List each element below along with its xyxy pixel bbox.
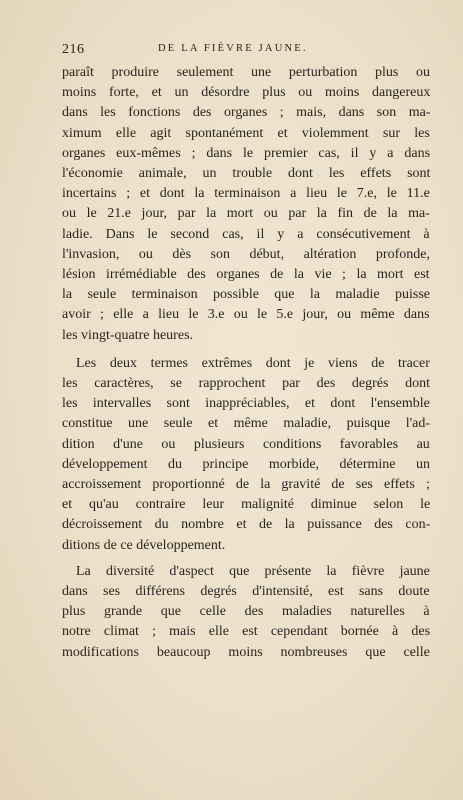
text-line: plus grande que celle des maladies naturelles à [62, 604, 430, 620]
text-line: incertains ; et dont la terminaison a lieu le 7.e, le 11.e [62, 186, 430, 202]
text-line: ximum elle agit spontanément et violemment sur les [62, 125, 430, 141]
text-line: dans ses différens degrés d'intensité, est sans doute [62, 584, 430, 600]
paragraph-1 [62, 63, 430, 346]
text-line: ou le 21.e jour, par la mort ou par la fin de la ma- [62, 206, 430, 222]
paragraph-3 [62, 562, 430, 663]
text-line: moins forte, et un désordre plus ou moins dangereux [62, 85, 431, 101]
text-line: La diversité d'aspect que présente la fièvre jaune [76, 563, 430, 579]
running-head [62, 42, 432, 60]
text-line: développement du principe morbide, détermine un [62, 456, 431, 472]
body-text [62, 63, 430, 663]
text-line: décroissement du nombre et de la puissance des con- [62, 517, 431, 533]
text-line: l'économie animale, un trouble dont les effets sont [62, 166, 431, 182]
text-line: la seule terminaison possible que la maladie puisse [62, 287, 430, 303]
paragraph-2 [62, 354, 430, 556]
text-line: l'invasion, ou dès son début, altération profonde, [62, 246, 430, 262]
text-line: les caractères, se rapprochent par des degrés dont [62, 376, 430, 392]
text-line: lésion irrémédiable des organes de la vie ; la mort est [62, 267, 430, 283]
paragraph-gap [62, 346, 430, 354]
text-line: modifications beaucoup moins nombreuses que celle [62, 644, 430, 660]
text-line: accroissement proportionné de la gravité de ses effets ; [62, 477, 430, 493]
text-line: les vingt-quatre heures. [62, 327, 194, 343]
text-line: dition d'une ou plusieurs conditions favorables au [62, 436, 430, 452]
text-line: paraît produire seulement une perturbation plus ou [62, 65, 431, 80]
text-line: Les deux termes extrêmes dont je viens de tracer [76, 355, 430, 371]
page-number: 216 [62, 42, 85, 57]
text-line: constitue une seule et même maladie, puisque l'ad- [62, 416, 430, 432]
text-line: dans les fonctions des organes ; mais, dans son ma- [62, 105, 431, 121]
text-line: avoir ; elle a lieu le 3.e ou le 5.e jour, ou même dans [62, 307, 430, 323]
running-title: DE LA FIÈVRE JAUNE. [158, 43, 308, 54]
text-line: les intervalles sont inappréciables, et dont l'ensemble [62, 396, 430, 412]
text-line: ditions de ce développement. [62, 537, 226, 553]
text-line: notre climat ; mais elle est cependant bornée à des [62, 624, 431, 640]
text-line: organes eux-mêmes ; dans le premier cas, il y a dans [62, 145, 431, 161]
text-line: et qu'au contraire leur malignité diminue selon le [62, 497, 431, 513]
text-line: ladie. Dans le second cas, il y a consécutivement à [62, 226, 430, 242]
